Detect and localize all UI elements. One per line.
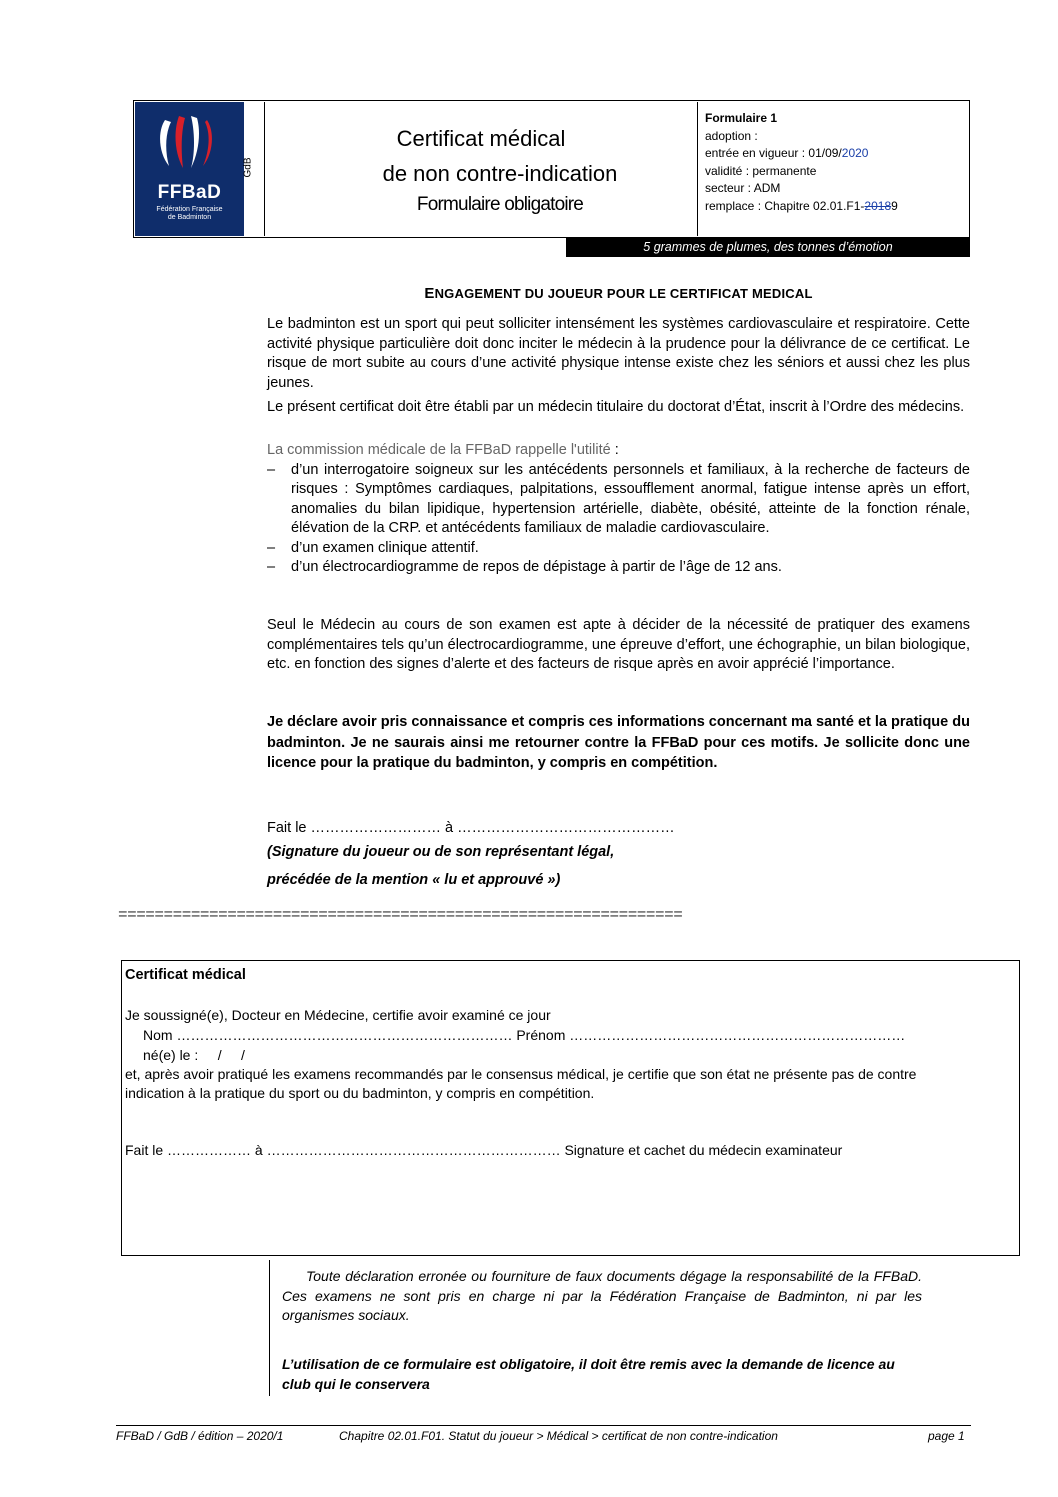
date-naissance-field[interactable]: né(e) le : / /	[143, 1047, 245, 1063]
certificate-title: Certificat médical	[125, 967, 246, 983]
commission-intro: La commission médicale de la FFBaD rappelle l'utilité :	[267, 442, 619, 458]
form-metadata	[705, 110, 898, 215]
paragraph-medecin: Le présent certificat doit être établi par un médecin titulaire du doctorat d’État, inscrit à l’Ordre des médecins.	[267, 399, 965, 415]
declaration: Je déclare avoir pris connaissance et compris ces informations concernant ma santé et la pratique du badminton. Je ne saurais ainsi me retourner contre la FFBaD pour ces motifs. Je sollicite donc une licence pour la pratique du badminton, y compris en compétition.	[267, 714, 970, 771]
shuttlecock-feathers-icon	[135, 102, 244, 182]
form-label: Formulaire 1	[705, 111, 778, 125]
paragraph-intro: Le badminton est un sport qui peut solliciter intensément les systèmes cardiovasculaire et respiratoire. Cette activité physique particulière doit donc inciter le médecin à la prudence pour la délivrance de ce certificat. Le risque de mort subite au cours d’une activité physique intense existe chez les séniors et aussi chez les plus jeunes.	[267, 316, 970, 391]
footer-edition: FFBaD / GdB / édition – 2020/1	[116, 1429, 284, 1443]
section-title: ENGAGEMENT DU JOUEUR POUR LE CERTIFICAT MEDICAL	[424, 285, 813, 302]
ffbad-logo	[135, 102, 244, 236]
footer-rule	[116, 1425, 971, 1426]
certificate-statement: et, après avoir pratiqué les examens recommandés par le consensus médical, je certifie que son état ne présente pas de contre indication à la pratique du sport ou du badminton, y compris en compétition.	[125, 1066, 917, 1101]
entree-en-vigueur: entrée en vigueur : 01/09/2020	[705, 146, 869, 160]
certificate-declaration-line: Je soussigné(e), Docteur en Médecine, certifie avoir examiné ce jour	[125, 1007, 551, 1023]
logo-subtitle: Fédération Française de Badminton	[156, 206, 223, 221]
title-column	[265, 102, 698, 236]
footer-chapter: Chapitre 02.01.F01. Statut du joueur > Médical > certificat de non contre-indication	[339, 1429, 778, 1443]
side-label-column	[244, 102, 265, 236]
list-item: – d’un examen clinique attentif.	[267, 539, 479, 556]
page-title: Certificat médical	[396, 126, 566, 151]
disclaimer-rule	[269, 1260, 270, 1396]
footer-page-number: page 1	[928, 1429, 965, 1443]
side-label: GdB	[242, 157, 254, 178]
list-item: – d’un électrocardiogramme de repos de dépistage à partir de l’âge de 12 ans.	[267, 559, 782, 575]
fait-le-medecin[interactable]: Fait le ……………… à ……………………………………………………… Signature et cachet du médecin examinateur	[125, 1142, 843, 1158]
page-title-line2: de non contre-indication	[382, 161, 618, 186]
signature-instructions: (Signature du joueur ou de son représentant légal, précédée de la mention « lu et approuvé »)	[267, 844, 615, 888]
disclaimer-text: Toute déclaration erronée ou fourniture de faux documents dégage la responsabilité de la FFBaD. Ces examens ne sont pris en charge ni par la Fédération Française de Badminton, ni par les organismes sociaux.	[282, 1268, 922, 1323]
validite: validité : permanente	[705, 163, 817, 178]
usage-notice: L’utilisation de ce formulaire est obligatoire, il doit être remis avec la demande de licence au club qui le conservera	[282, 1356, 895, 1392]
slogan-bar: 5 grammes de plumes, des tonnes d’émotion	[566, 238, 970, 257]
adoption-label: adoption :	[705, 128, 758, 143]
paragraph-examens: Seul le Médecin au cours de son examen est apte à décider de la nécessité de pratiquer des examens complémentaires tels qu’un électrocardiogramme, une épreuve d’effort, une échographie, un bilan biologique, etc. en fonction des signes d’alerte et des facteurs de risque après en avoir apprécié l’importance.	[267, 617, 970, 672]
fait-le-joueur[interactable]: Fait le ……………………… à ………………………………………	[267, 820, 675, 836]
secteur: secteur : ADM	[705, 181, 781, 195]
nom-prenom-fields[interactable]: Nom ……………………………………………………………… Prénom ………………………………………………………………	[143, 1027, 906, 1043]
list-item: – d’un interrogatoire soigneux sur les antécédents personnels et familiaux, à la recherche de facteurs de risques : Symptômes cardiaques, palpitations, essoufflement anormal, fatigue intense après un effort, anomalies du bilan lipidique, hypertension artérielle, diabète, obésité, atteinte de la fonction rénale, élévation de la CRP. et antécédents familiaux de maladie cardiovasculaire.	[267, 461, 970, 536]
certificate-box	[121, 960, 1020, 1256]
remplace: remplace : Chapitre 02.01.F1-20189	[705, 198, 898, 213]
logo-name: FFBaD	[157, 182, 222, 203]
cut-separator: ==============================================================	[118, 906, 683, 924]
commission-list	[267, 441, 970, 578]
page-subtitle: Formulaire obligatoire	[416, 194, 584, 215]
